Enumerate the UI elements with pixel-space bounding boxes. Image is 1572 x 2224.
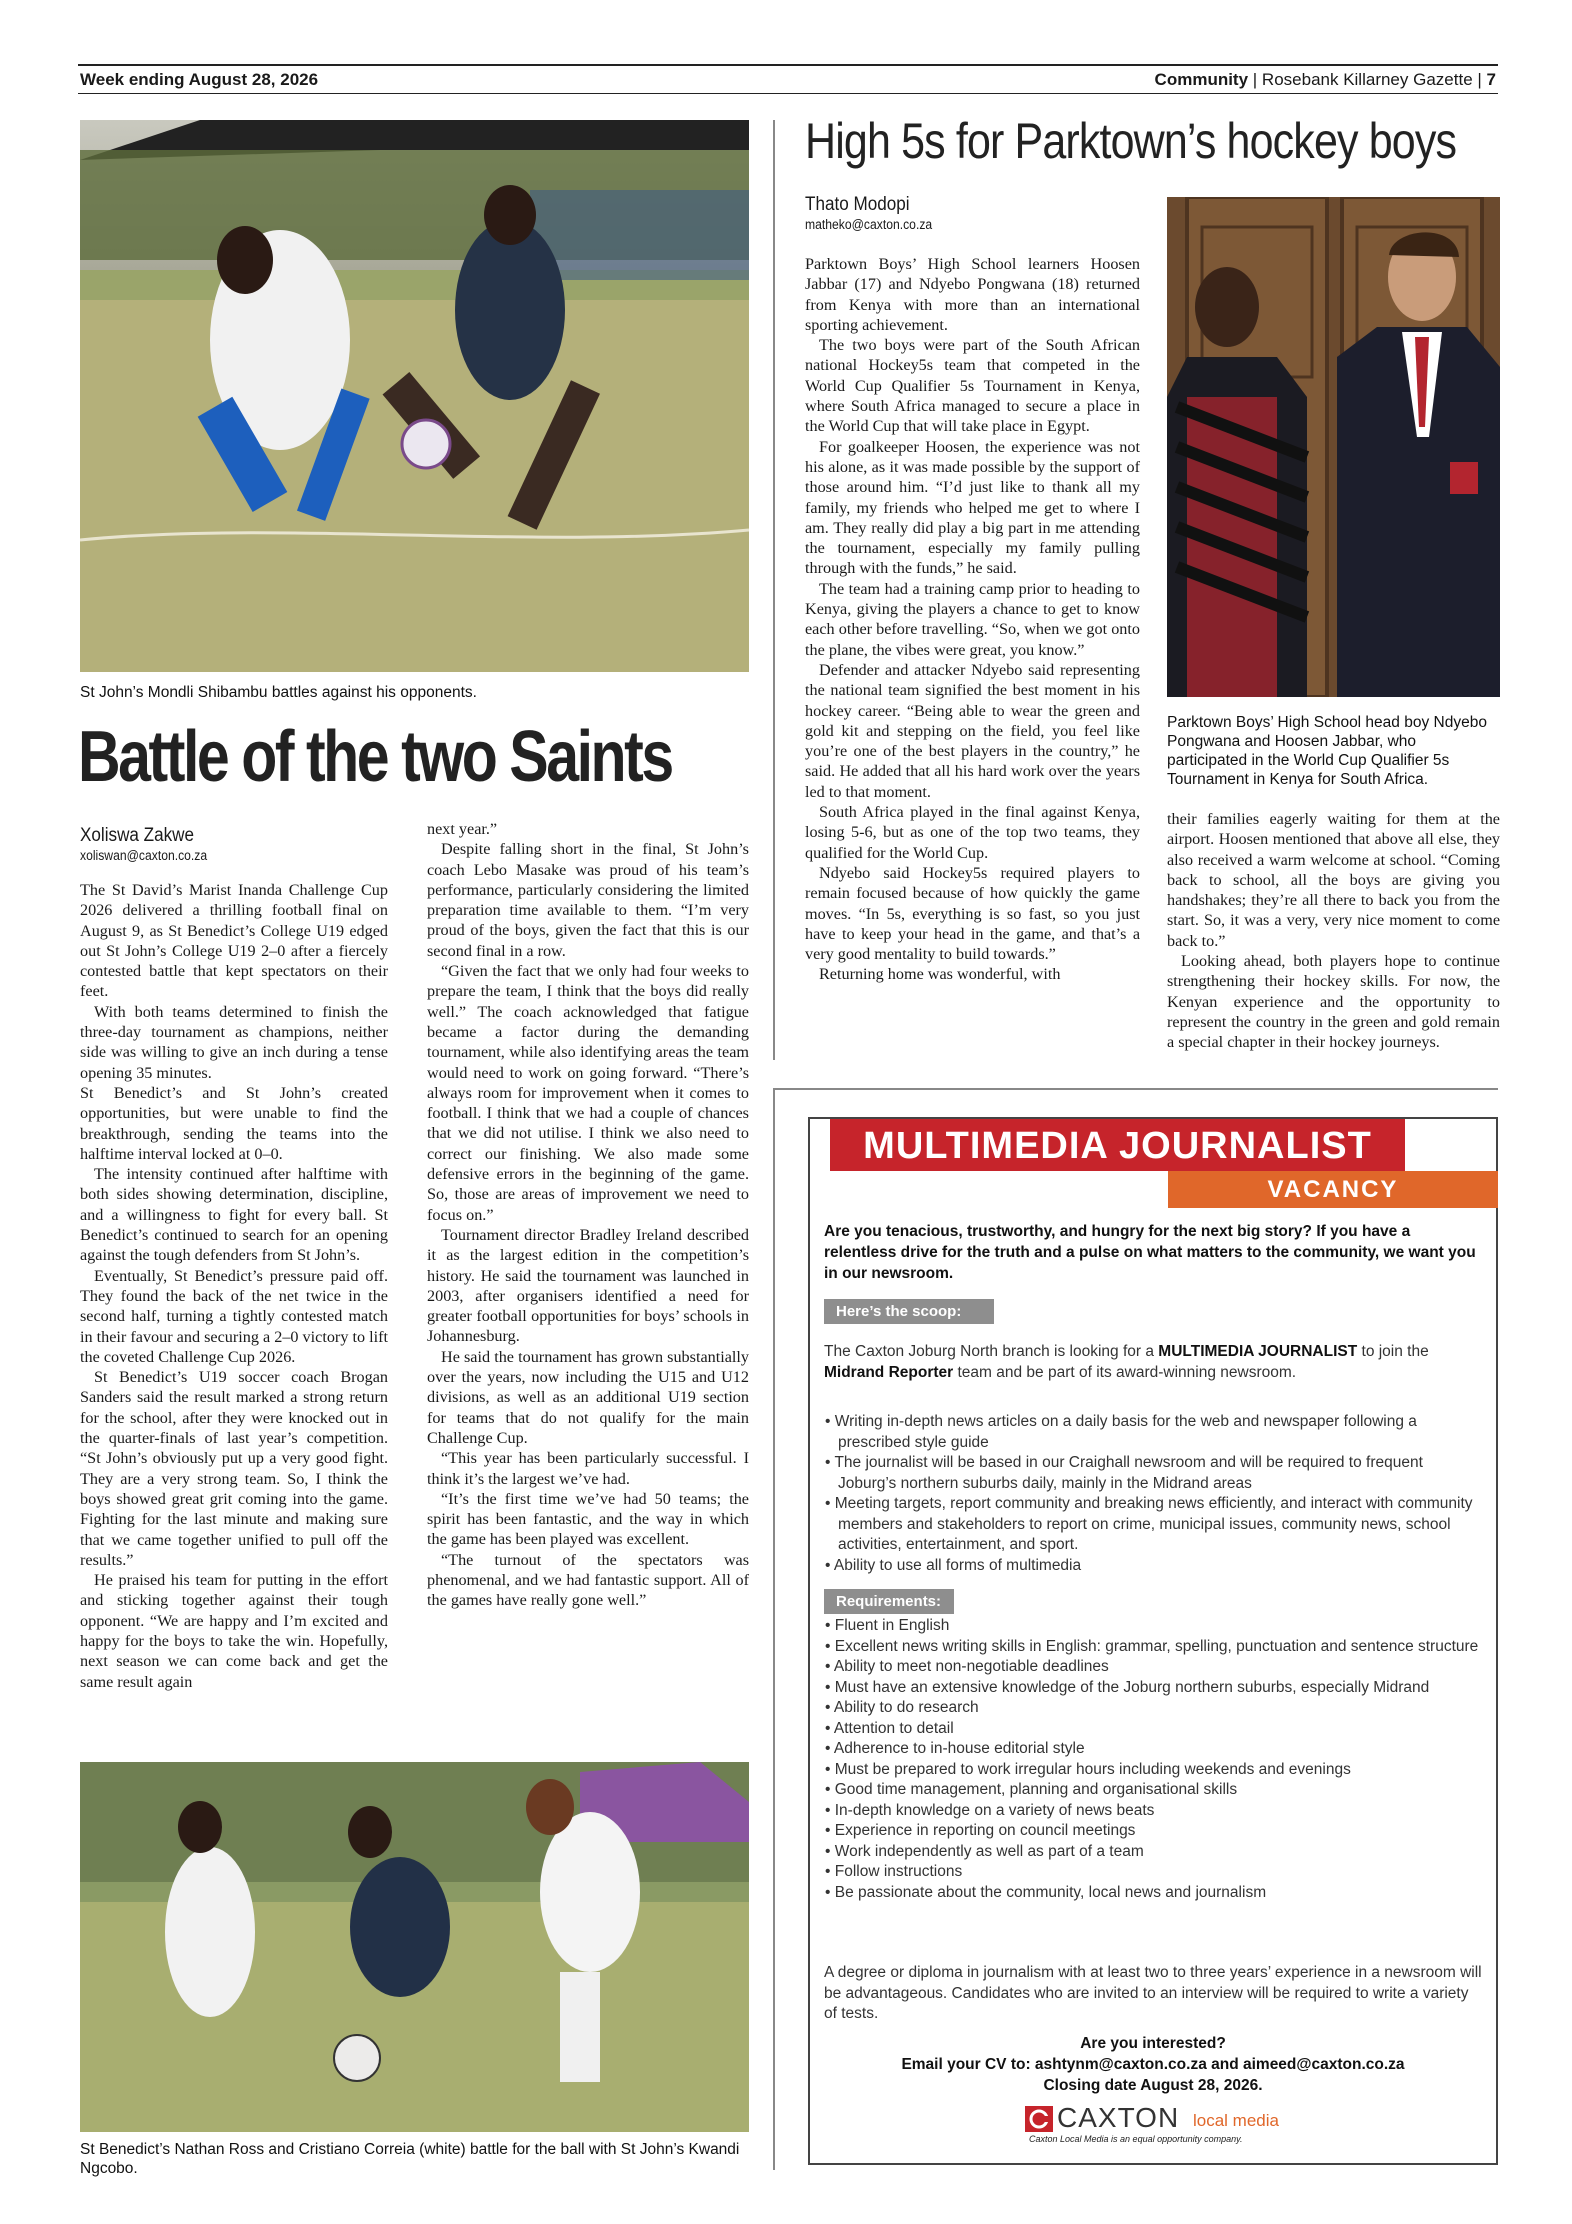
list-item: • Must be prepared to work irregular hours including weekends and evenings — [822, 1760, 1482, 1781]
email-cv-line: Email your CV to: ashtynm@caxton.co.za and aimeed@caxton.co.za — [901, 2056, 1405, 2073]
paragraph: The St David’s Marist Inanda Challenge Cup 2026 delivered a thrilling football final on August 9, as St Benedict’s College U19 edged out St John’s College U19 2–0 after a fiercely contested battle that kept spectators on their feet. — [80, 881, 388, 1001]
paragraph: “Given the fact that we only had four weeks to prepare the team, I think that the boys did really well.” The coach acknowledged that fatigue became a factor during the demanding tournament, while also identifying areas the team would need to work on going forward. “There’s always room for improvement when it comes to football. I think that we had a couple of chances that we did not utilise. I think we also need to correct our finishing. We also made some defensive errors in the beginning of the game. So, those are areas of improvement we need to focus on.” — [427, 962, 749, 1224]
paragraph: South Africa played in the final against Kenya, losing 5-6, but as one of the top two teams, they qualified for the World Cup. — [805, 803, 1140, 862]
list-item: • Good time management, planning and organisational skills — [822, 1780, 1482, 1801]
photo-caption: St Benedict’s Nathan Ross and Cristiano Correia (white) battle for the ball with St John’s Kwandi Ngcobo. — [80, 2141, 740, 2177]
publication-name: Rosebank Killarney Gazette — [1261, 70, 1473, 89]
job-title: MULTIMEDIA JOURNALIST — [1158, 1343, 1358, 1360]
vacancy-tag: VACANCY — [1168, 1171, 1498, 1208]
photo-caption: Parktown Boys’ High School head boy Ndyebo Pongwana and Hoosen Jabbar, who participated in the World Cup Qualifier 5s Tournament in Kenya for South Africa. — [1167, 714, 1487, 788]
caxton-logo — [1025, 2104, 1285, 2144]
list-item: • Be passionate about the community, local news and journalism — [822, 1883, 1482, 1904]
list-item: • Writing in-depth news articles on a daily basis for the web and newspaper following a prescribed style guide — [822, 1412, 1482, 1453]
paragraph: Despite falling short in the final, St John’s coach Lebo Masake was proud of his team’s performance, particularly considering the limited preparation time available to them. “I’m very proud of the boys, given the fact that this is our second final in a row. — [427, 840, 749, 960]
logo-word: CAXTON — [1057, 2102, 1180, 2133]
byline: Xoliswa Zakwe — [80, 825, 195, 846]
paragraph: next year.” — [427, 820, 498, 838]
article-column — [805, 254, 1140, 985]
paragraph: With both teams determined to finish the three-day tournament as champions, neither side was willing to give an inch during a tense opening 35 minutes. — [80, 1002, 388, 1082]
requirements-list — [822, 1616, 1482, 1903]
list-item: • Follow instructions — [822, 1862, 1482, 1883]
ad-intro — [824, 1342, 1484, 1383]
vacancy-advert — [808, 1117, 1498, 2165]
paragraph: “It’s the first time we’ve had 50 teams; the spirit has been fantastic, and the way in which the game has been played was excellent. — [427, 1489, 749, 1549]
paragraph: The two boys were part of the South African national Hockey5s team that competed in the World Cup Qualifier 5s Tournament in Kenya, where South Africa managed to secure a place in the World Cup that will take place in Egypt. — [805, 336, 1140, 436]
paragraph: Tournament director Bradley Ireland described it as the largest edition in the competition’s history. He said the tournament was launched in 2003, after organisers identified a need for greater football opportunities for boys’ schools in Johannesburg. — [427, 1225, 749, 1346]
list-item: • Ability to use all forms of multimedia — [822, 1556, 1482, 1577]
list-item: • Ability to meet non-negotiable deadlines — [822, 1657, 1482, 1678]
list-item: • Adherence to in-house editorial style — [822, 1739, 1482, 1760]
paragraph: Ndyebo said Hockey5s required players to remain focused because of how quickly the game moves. “In 5s, everything is so fast, so you just have to keep your head in the game, and that’s a very good mentality to build towards.” — [805, 863, 1140, 964]
article-column — [1167, 809, 1500, 1053]
scoop-label: Here’s the scoop: — [824, 1299, 994, 1324]
list-item: • Must have an extensive knowledge of the Joburg northern suburbs, especially Midrand — [822, 1678, 1482, 1699]
column-divider — [773, 120, 775, 1060]
degree-note: A degree or diploma in journalism with at least two to three years’ experience in a newsroom will be advantageous. Candidates who are invited to an interview will be required to write a variety of tests. — [824, 1964, 1482, 2022]
publication-name: Midrand Reporter — [824, 1363, 954, 1381]
paragraph: Defender and attacker Ndyebo said representing the national team signified the best moment in his hockey career. “Being able to wear the green and gold kit and stepping on the field, you feel like you’re one of the best players in the country,” he said. He added that all his hard work over the years led to that moment. — [805, 660, 1140, 801]
section-divider — [773, 1088, 1498, 1090]
list-item: • Work independently as well as part of a team — [822, 1842, 1482, 1863]
paragraph: St Benedict’s U19 soccer coach Brogan Sanders said the result marked a strong return for the school, after they were knocked out in the quarter-finals of last year’s competition. “St John’s obviously put up a very good fight. They are a very strong team. So, I think the boys showed great grit coming into the game. Fighting for the last minute and making sure that we came together unified to pull off the results.” — [80, 1368, 388, 1569]
list-item: • Ability to do research — [822, 1698, 1482, 1719]
closing-date: Closing date August 28, 2026. — [1043, 2077, 1263, 2094]
headline: High 5s for Parktown’s hockey boys — [805, 113, 1457, 169]
paragraph: Parktown Boys’ High School learners Hoosen Jabbar (17) and Ndyebo Pongwana (18) returned from Kenya with more than an international sporting achievement. — [805, 255, 1140, 334]
page-header — [78, 64, 1498, 94]
paragraph: He praised his team for putting in the effort and sticking together against their tough opponent. “We are happy and I’m excited and happy for the boys to take the win. Hopefully, next season we can come back and get the same result again — [80, 1571, 388, 1691]
photo-caption: St John’s Mondli Shibambu battles against his opponents. — [80, 684, 477, 701]
paragraph: Looking ahead, both players hope to continue strengthening their hockey skills. For now, the Kenyan experience and the opportunity to represent the country in the green and gold remain a special chapter in their hockey journeys. — [1167, 952, 1500, 1052]
list-item: • Attention to detail — [822, 1719, 1482, 1740]
list-item: • The journalist will be based in our Craighall newsroom and will be required to frequent Joburg’s northern suburbs daily, mainly in the Midrand areas — [822, 1453, 1482, 1494]
article-column — [427, 819, 749, 1611]
interested-line: Are you interested? — [1080, 2035, 1226, 2052]
byline: Thato Modopi — [805, 194, 910, 215]
column-divider — [773, 1090, 775, 2170]
author-email: matheko@caxton.co.za — [805, 217, 933, 232]
article-column — [80, 880, 388, 1692]
intro-text: The Caxton Joburg North branch is looking for a — [824, 1343, 1159, 1360]
football-photo-bottom — [80, 1762, 749, 2132]
paragraph: Returning home was wonderful, with — [819, 965, 1061, 984]
paragraph: Eventually, St Benedict’s pressure paid off. They found the back of the net twice in the second half, turning a tightly contested match in their favour and securing a 2–0 victory to lift the coveted Challenge Cup 2026. — [80, 1266, 388, 1366]
logo-tagline: Caxton Local Media is an equal opportunity company. — [1029, 2134, 1243, 2144]
paragraph: St Benedict’s and St John’s created opportunities, but were unable to find the breakthrough, sending the teams into the halftime interval locked at 0–0. — [80, 1083, 388, 1163]
author-email: xoliswan@caxton.co.za — [80, 848, 208, 863]
page-number: 7 — [1486, 70, 1496, 89]
paragraph: their families eagerly waiting for them at the airport. Hoosen mentioned that above all else, they also received a warm welcome at school. “Coming back to school, all the boys are giving you handshakes; they’re all there to back you from the start. So, it was a very, very nice moment to come back to.” — [1167, 810, 1500, 950]
paragraph: “The turnout of the spectators was phenomenal, and we had fantastic support. All of the games have really gone well.” — [427, 1550, 749, 1610]
paragraph: He said the tournament has grown substantially over the years, now including the U15 and U12 divisions, as well as an additional U19 section for teams that do not qualify for the main Challenge Cup. — [427, 1347, 749, 1447]
section-name: Community — [1154, 70, 1249, 89]
intro-text: team and be part of its award-winning newsroom. — [953, 1363, 1297, 1381]
duties-list — [822, 1412, 1482, 1576]
intro-text: to join the — [1357, 1343, 1429, 1360]
hockey-boys-photo — [1167, 197, 1500, 697]
caxton-mark-icon — [1025, 2106, 1053, 2132]
ad-lead: Are you tenacious, trustworthy, and hungry for the next big story? If you have a relentless drive for the truth and a pulse on what matters to the community, we want you in our newsroom. — [824, 1223, 1476, 1282]
list-item: • In-depth knowledge on a variety of news beats — [822, 1801, 1482, 1822]
logo-sub: local media — [1193, 2111, 1279, 2130]
issue-date: Week ending August 28, 2026 — [80, 70, 319, 89]
list-item: • Experience in reporting on council meetings — [822, 1821, 1482, 1842]
list-item: • Excellent news writing skills in English: grammar, spelling, punctuation and sentence structure — [822, 1637, 1482, 1658]
paragraph: The team had a training camp prior to heading to Kenya, giving the players a chance to get to know each other before travelling. “So, when we got onto the plane, the vibes were great, you know.” — [805, 579, 1140, 659]
list-item: • Meeting targets, report community and breaking news efficiently, and interact with community members and stakeholders to report on crime, municipal issues, community news, school activities, entertainment, and sport. — [822, 1494, 1482, 1556]
paragraph: “This year has been particularly successful. I think it’s the largest we’ve had. — [427, 1449, 749, 1488]
paragraph: The intensity continued after halftime with both sides showing determination, discipline, and a willingness to fight for every ball. St Benedict’s continued to search for an opening against the tough defenders from St John’s. — [80, 1165, 388, 1265]
paragraph: For goalkeeper Hoosen, the experience was not his alone, as it was made possible by the support of those around him. “I’d just like to thank all my family, my friends who helped me get to where I am. They really did play a big part in me attending the tournament, especially my family pulling through with the funds,” he said. — [805, 437, 1140, 578]
requirements-label: Requirements: — [824, 1589, 954, 1614]
headline: Battle of the two Saints — [78, 717, 672, 797]
football-photo-top — [80, 120, 749, 672]
list-item: • Fluent in English — [822, 1616, 1482, 1637]
ad-title: MULTIMEDIA JOURNALIST — [830, 1119, 1405, 1171]
header-right: Community | Rosebank Killarney Gazette | 7 — [1154, 70, 1496, 89]
